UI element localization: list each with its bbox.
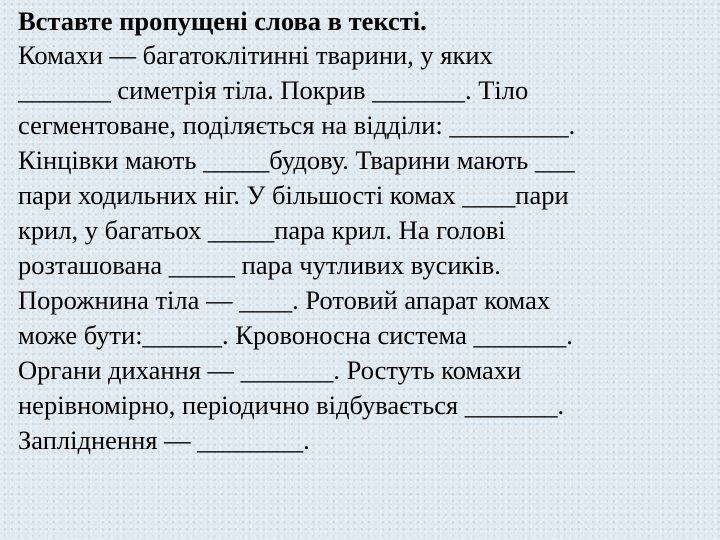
text-line: Органи дихання — _______. Ростуть комахи [18,355,522,385]
text-line: крил, у багатьох _____пара крил. На голові [18,215,506,245]
slide-title: Вставте пропущені слова в тексті. [18,6,427,36]
slide-content [18,4,708,458]
text-line: може бути:______. Кровоносна система _______. [18,320,573,350]
text-line: Запліднення — ________. [18,425,310,455]
text-line: пари ходильних ніг. У більшості комах ____пари [18,180,569,210]
text-line: нерівномірно, періодично відбувається _______. [18,390,565,420]
text-line: сегментоване, поділяється на відділи: _________. [18,110,576,140]
text-line: Порожнина тіла — ____. Ротовий апарат комах [18,285,551,315]
text-line: Комахи — багатоклітинні тварини, у яких [18,40,493,70]
text-line: розташована _____ пара чутливих вусиків. [18,250,501,280]
text-line: Кінцівки мають _____будову. Тварини мають ___ [18,145,575,175]
text-line: _______ симетрія тіла. Покрив _______. Тіло [18,75,529,105]
